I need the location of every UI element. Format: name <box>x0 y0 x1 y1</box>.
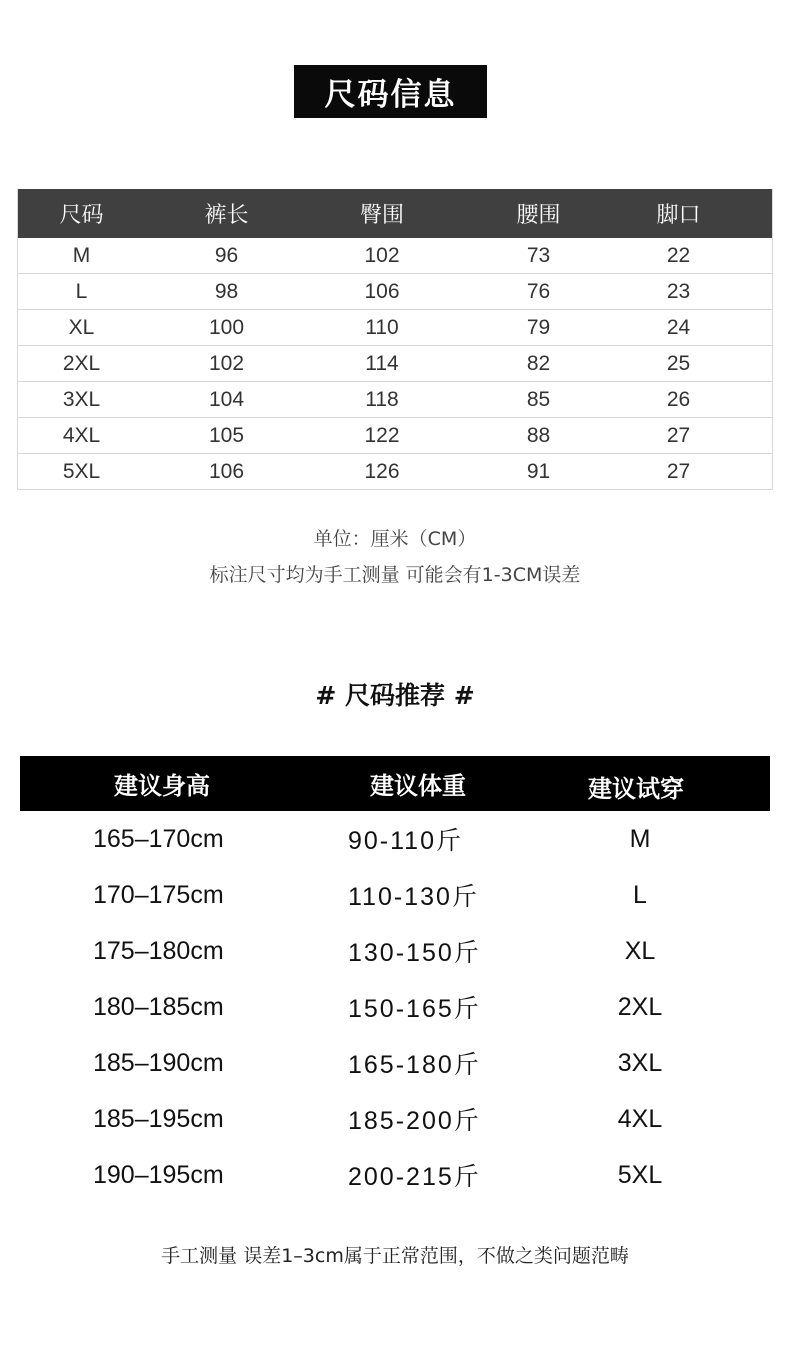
header-weight: 建议体重 <box>370 772 466 800</box>
cell-hem: 26 <box>666 387 691 411</box>
cell-waist: 82 <box>526 351 551 375</box>
cell-length: 104 <box>208 387 245 411</box>
recommend-size: 5XL <box>617 1160 663 1189</box>
recommend-size: 4XL <box>617 1104 663 1133</box>
cell-size: 5XL <box>62 459 101 483</box>
recommend-size: M <box>629 824 651 853</box>
list-item <box>20 811 770 867</box>
measure-note: 标注尺寸均为手工测量 可能会有1-3CM误差 <box>209 564 581 586</box>
cell-hip: 102 <box>364 243 400 267</box>
cell-length: 105 <box>208 423 245 447</box>
cell-hip: 126 <box>364 459 400 483</box>
header-size: 尺码 <box>59 203 104 228</box>
cell-hip: 118 <box>365 387 399 411</box>
cell-hip: 110 <box>365 315 399 339</box>
list-item <box>20 923 770 979</box>
recommend-weight: 200-215斤 <box>348 1163 481 1191</box>
cell-length: 96 <box>214 243 239 267</box>
cell-length: 100 <box>208 315 245 339</box>
recommend-height: 170–175cm <box>93 880 224 909</box>
cell-hem: 27 <box>666 459 691 483</box>
recommend-weight: 90-110斤 <box>348 827 463 855</box>
size-table-header <box>18 189 772 238</box>
cell-length: 102 <box>208 351 245 375</box>
recommend-height: 185–195cm <box>93 1104 224 1133</box>
cell-waist: 79 <box>526 315 551 339</box>
list-item <box>20 867 770 923</box>
cell-hem: 25 <box>666 351 691 375</box>
cell-size: L <box>75 279 88 303</box>
footer-note: 手工测量 误差1–3cm属于正常范围，不做之类问题范畴 <box>161 1245 629 1267</box>
table-row <box>18 309 772 345</box>
recommend-height: 190–195cm <box>93 1160 224 1189</box>
cell-waist: 76 <box>526 279 551 303</box>
size-table <box>17 189 773 490</box>
recommend-weight: 130-150斤 <box>348 939 481 967</box>
cell-size: 4XL <box>62 423 101 447</box>
unit-note: 单位：厘米（CM） <box>313 528 477 550</box>
recommend-height: 180–185cm <box>93 992 224 1021</box>
list-item <box>20 1035 770 1091</box>
recommend-weight: 185-200斤 <box>348 1107 481 1135</box>
list-item <box>20 1091 770 1147</box>
list-item <box>20 1147 770 1203</box>
recommend-size: L <box>633 880 647 909</box>
table-row <box>18 238 772 273</box>
recommend-size: 3XL <box>617 1048 663 1077</box>
table-row <box>18 345 772 381</box>
cell-hem: 22 <box>666 243 691 267</box>
recommend-weight: 150-165斤 <box>348 995 481 1023</box>
cell-length: 98 <box>214 279 239 303</box>
recommend-height: 185–190cm <box>93 1048 224 1077</box>
recommend-title: # 尺码推荐 # <box>315 681 475 710</box>
cell-length: 106 <box>208 459 245 483</box>
table-row <box>18 453 772 489</box>
cell-hip: 106 <box>364 279 400 303</box>
cell-waist: 85 <box>526 387 551 411</box>
cell-hem: 27 <box>666 423 691 447</box>
size-table-body <box>18 238 772 489</box>
header-height: 建议身高 <box>114 772 210 800</box>
recommend-size: XL <box>624 936 656 965</box>
header-length: 裤长 <box>204 203 249 228</box>
recommend-height: 165–170cm <box>93 824 224 853</box>
recommend-height: 175–180cm <box>93 936 224 965</box>
cell-waist: 73 <box>526 243 551 267</box>
table-row <box>18 273 772 309</box>
list-item <box>20 979 770 1035</box>
cell-hem: 24 <box>666 315 691 339</box>
header-try-size: 建议试穿 <box>588 775 684 803</box>
cell-size: XL <box>68 315 95 339</box>
header-hem: 脚口 <box>656 203 701 228</box>
recommend-weight: 110-130斤 <box>348 883 479 911</box>
page-title: 尺码信息 <box>294 65 487 118</box>
header-waist: 腰围 <box>516 203 561 228</box>
cell-hem: 23 <box>666 279 691 303</box>
table-row <box>18 417 772 453</box>
header-hip: 臀围 <box>359 203 404 228</box>
cell-waist: 88 <box>526 423 551 447</box>
recommend-header <box>20 756 770 811</box>
recommend-body <box>20 811 770 1203</box>
recommend-weight: 165-180斤 <box>348 1051 481 1079</box>
cell-size: M <box>72 243 91 267</box>
cell-hip: 114 <box>365 351 399 375</box>
recommend-size: 2XL <box>617 992 663 1021</box>
cell-hip: 122 <box>364 423 400 447</box>
cell-waist: 91 <box>526 459 551 483</box>
table-row <box>18 381 772 417</box>
cell-size: 2XL <box>62 351 101 375</box>
cell-size: 3XL <box>62 387 101 411</box>
